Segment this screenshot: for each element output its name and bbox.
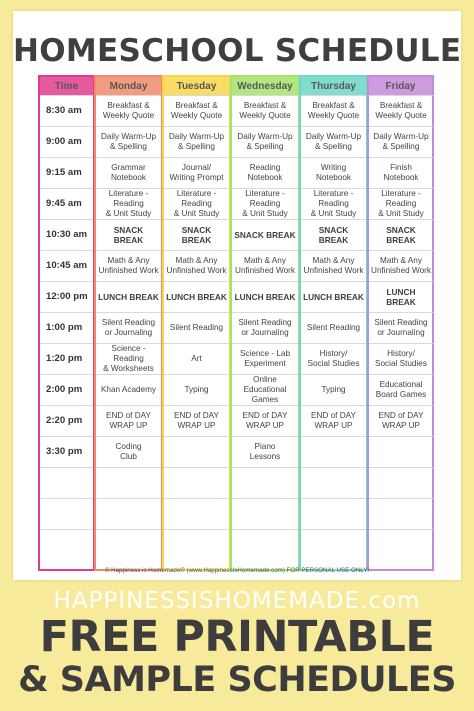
schedule-cell: LUNCH BREAK — [96, 281, 161, 312]
schedule-cell: Breakfast & Weekly Quote — [96, 95, 161, 126]
time-cell: 3:30 pm — [40, 436, 93, 467]
schedule-cell — [369, 467, 433, 498]
schedule-cell: SNACK BREAK — [96, 219, 161, 250]
schedule-cell: Daily Warm-Up & Spelling — [369, 126, 433, 157]
schedule-cell: Silent Reading — [164, 312, 229, 343]
schedule-cell: Breakfast & Weekly Quote — [369, 95, 433, 126]
header-tuesday: Tuesday — [162, 77, 231, 95]
schedule-cell — [164, 467, 229, 498]
time-cell — [40, 498, 93, 529]
schedule-cell: END of DAY WRAP UP — [301, 405, 366, 436]
schedule-cell: Breakfast & Weekly Quote — [232, 95, 298, 126]
schedule-cell: Math & Any Unfinished Work — [232, 250, 298, 281]
schedule-cell: Online Educational Games — [232, 374, 298, 405]
banner-line-1: FREE PRINTABLE — [39, 612, 435, 662]
time-cell: 1:20 pm — [40, 343, 93, 374]
schedule-cell — [164, 436, 229, 467]
schedule-cell: Writing Notebook — [301, 157, 366, 188]
schedule-cell: Breakfast & Weekly Quote — [301, 95, 366, 126]
website-banner: HAPPINESSISHOMEMADE.com — [53, 588, 421, 614]
schedule-cell — [301, 467, 366, 498]
time-cell: 2:20 pm — [40, 405, 93, 436]
schedule-cell — [96, 529, 161, 560]
schedule-cell: LUNCH BREAK — [164, 281, 229, 312]
schedule-cell: Daily Warm-Up & Spelling — [96, 126, 161, 157]
time-cell — [40, 467, 93, 498]
schedule-cell: Silent Reading or Journaling — [369, 312, 433, 343]
header-friday: Friday — [367, 77, 434, 95]
time-cell — [40, 529, 93, 560]
schedule-cell: SNACK BREAK — [164, 219, 229, 250]
schedule-cell — [369, 498, 433, 529]
schedule-cell — [301, 529, 366, 560]
schedule-cell: Breakfast & Weekly Quote — [164, 95, 229, 126]
header-wednesday: Wednesday — [230, 77, 300, 95]
schedule-cell: Art — [164, 343, 229, 374]
time-cell: 1:00 pm — [40, 312, 93, 343]
schedule-cell: Silent Reading or Journaling — [96, 312, 161, 343]
schedule-cell — [164, 498, 229, 529]
schedule-cell — [232, 467, 298, 498]
schedule-cell — [96, 467, 161, 498]
time-cell: 9:00 am — [40, 126, 93, 157]
schedule-cell: Science - Lab Experiment — [232, 343, 298, 374]
time-cell: 10:30 am — [40, 219, 93, 250]
schedule-cell: Literature - Reading & Unit Study — [301, 188, 366, 219]
schedule-cell — [301, 436, 366, 467]
schedule-cell: Math & Any Unfinished Work — [96, 250, 161, 281]
schedule-cell: History/ Social Studies — [301, 343, 366, 374]
schedule-cell — [232, 498, 298, 529]
schedule-cell: Literature - Reading & Unit Study — [232, 188, 298, 219]
schedule-cell: Typing — [164, 374, 229, 405]
schedule-cell: Typing — [301, 374, 366, 405]
schedule-cell: Silent Reading or Journaling — [232, 312, 298, 343]
schedule-cell — [232, 529, 298, 560]
schedule-cell: Math & Any Unfinished Work — [301, 250, 366, 281]
schedule-cell: Math & Any Unfinished Work — [369, 250, 433, 281]
copyright-footer: © Happiness is Homemade® (www.HappinessIsHomemade.com) FOR PERSONAL USE ONLY! — [104, 567, 370, 574]
time-cell: 2:00 pm — [40, 374, 93, 405]
schedule-cell: Math & Any Unfinished Work — [164, 250, 229, 281]
schedule-cell: SNACK BREAK — [301, 219, 366, 250]
schedule-cell: Science - Reading & Worksheets — [96, 343, 161, 374]
schedule-cell: Khan Academy — [96, 374, 161, 405]
schedule-cell: LUNCH BREAK — [232, 281, 298, 312]
schedule-cell: Finish Notebook — [369, 157, 433, 188]
schedule-cell — [301, 498, 366, 529]
header-time: Time — [38, 77, 95, 95]
schedule-cell: Grammar Notebook — [96, 157, 161, 188]
schedule-cell: END of DAY WRAP UP — [164, 405, 229, 436]
schedule-cell — [164, 529, 229, 560]
time-cell: 12:00 pm — [40, 281, 93, 312]
schedule-cell: Silent Reading — [301, 312, 366, 343]
time-cell: 8:30 am — [40, 95, 93, 126]
schedule-cell: Educational Board Games — [369, 374, 433, 405]
schedule-cell: Daily Warm-Up & Spelling — [232, 126, 298, 157]
schedule-cell — [369, 436, 433, 467]
schedule-cell: Journal/ Writing Prompt — [164, 157, 229, 188]
page-title: HOMESCHOOL SCHEDULE — [13, 33, 462, 69]
schedule-cell: Reading Notebook — [232, 157, 298, 188]
schedule-cell: Literature - Reading & Unit Study — [164, 188, 229, 219]
schedule-cell — [96, 498, 161, 529]
schedule-cell: SNACK BREAK — [369, 219, 433, 250]
time-cell: 9:45 am — [40, 188, 93, 219]
header-thursday: Thursday — [299, 77, 368, 95]
schedule-cell — [369, 529, 433, 560]
schedule-sheet — [13, 11, 461, 580]
schedule-cell: LUNCH BREAK — [369, 281, 433, 312]
schedule-cell: Piano Lessons — [232, 436, 298, 467]
schedule-cell: SNACK BREAK — [232, 219, 298, 250]
schedule-cell: Daily Warm-Up & Spelling — [164, 126, 229, 157]
schedule-cell: Literature - Reading & Unit Study — [369, 188, 433, 219]
header-monday: Monday — [94, 77, 163, 95]
schedule-cell: END of DAY WRAP UP — [369, 405, 433, 436]
schedule-cell: LUNCH BREAK — [301, 281, 366, 312]
schedule-cell: Coding Club — [96, 436, 161, 467]
schedule-cell: END of DAY WRAP UP — [96, 405, 161, 436]
schedule-cell: Daily Warm-Up & Spelling — [301, 126, 366, 157]
time-cell: 9:15 am — [40, 157, 93, 188]
banner-line-2: & SAMPLE SCHEDULES — [18, 660, 456, 700]
schedule-cell: Literature - Reading & Unit Study — [96, 188, 161, 219]
time-cell: 10:45 am — [40, 250, 93, 281]
schedule-cell: History/ Social Studies — [369, 343, 433, 374]
schedule-cell: END of DAY WRAP UP — [232, 405, 298, 436]
